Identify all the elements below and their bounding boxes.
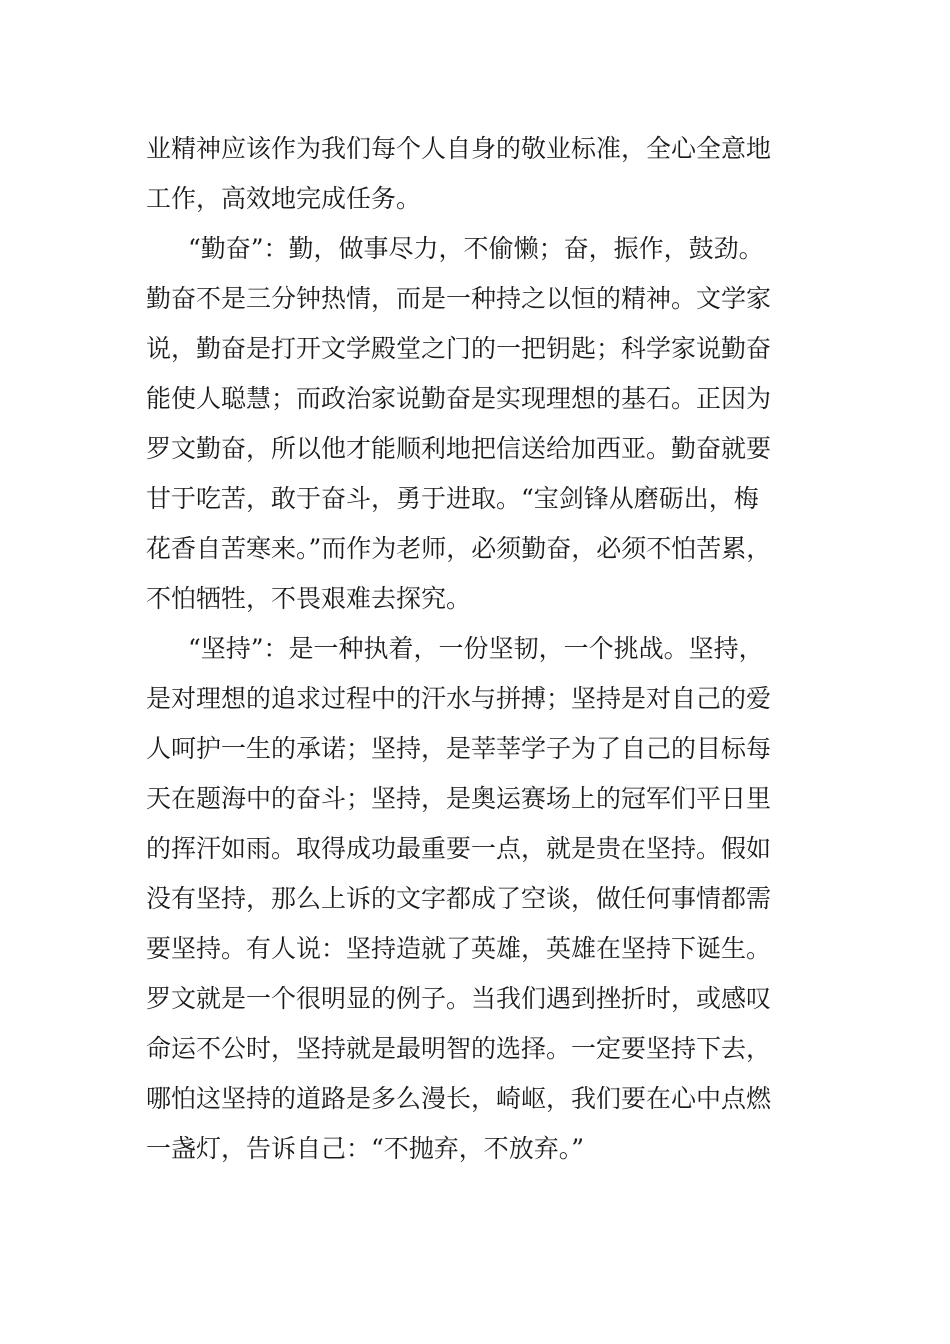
text-line: 一盏灯，告诉自己：“不抛弃，不放弃。”	[146, 1134, 585, 1163]
text-line: 人呵护一生的承诺；坚持，是莘莘学子为了自己的目标每	[146, 734, 772, 763]
text-line: 的挥汗如雨。取得成功最重要一点，就是贵在坚持。假如	[146, 834, 772, 863]
text-line: 甘于吃苦，敢于奋斗，勇于进取。“宝剑锋从磨砺出，梅	[146, 484, 759, 513]
text-line: 能使人聪慧；而政治家说勤奋是实现理想的基石。正因为	[146, 384, 772, 413]
text-line: 罗文勤奋，所以他才能顺利地把信送给加西亚。勤奋就要	[146, 434, 772, 463]
text-line: 哪怕这坚持的道路是多么漫长，崎岖，我们要在心中点燃	[146, 1084, 772, 1113]
text-line: 说，勤奋是打开文学殿堂之门的一把钥匙；科学家说勤奋	[146, 334, 772, 363]
text-line: 罗文就是一个很明显的例子。当我们遇到挫折时，或感叹	[146, 984, 772, 1013]
text-line: 不怕牺牲，不畏艰难去探究。	[146, 584, 472, 613]
text-line: 要坚持。有人说：坚持造就了英雄，英雄在坚持下诞生。	[146, 934, 772, 963]
text-line: 工作，高效地完成任务。	[146, 184, 422, 213]
text-line: 业精神应该作为我们每个人自身的敬业标准，全心全意地	[146, 134, 772, 163]
text-line: 是对理想的追求过程中的汗水与拼搏；坚持是对自己的爱	[146, 684, 772, 713]
text-line: 勤奋不是三分钟热情，而是一种持之以恒的精神。文学家	[146, 284, 772, 313]
text-line: 天在题海中的奋斗；坚持，是奥运赛场上的冠军们平日里	[146, 784, 772, 813]
text-line: 没有坚持，那么上诉的文字都成了空谈，做任何事情都需	[146, 884, 772, 913]
body-text	[146, 124, 806, 1174]
paragraph-start-line: “勤奋”：勤，做事尽力，不偷懒；奋，振作，鼓劲。	[188, 234, 764, 263]
text-line: 命运不公时，坚持就是最明智的选择。一定要坚持下去，	[146, 1034, 772, 1063]
paragraph-start-line: “坚持”：是一种执着，一份坚韧，一个挑战。坚持，	[188, 634, 764, 663]
text-line: 花香自苦寒来。”而作为老师，必须勤奋，必须不怕苦累，	[146, 534, 772, 563]
